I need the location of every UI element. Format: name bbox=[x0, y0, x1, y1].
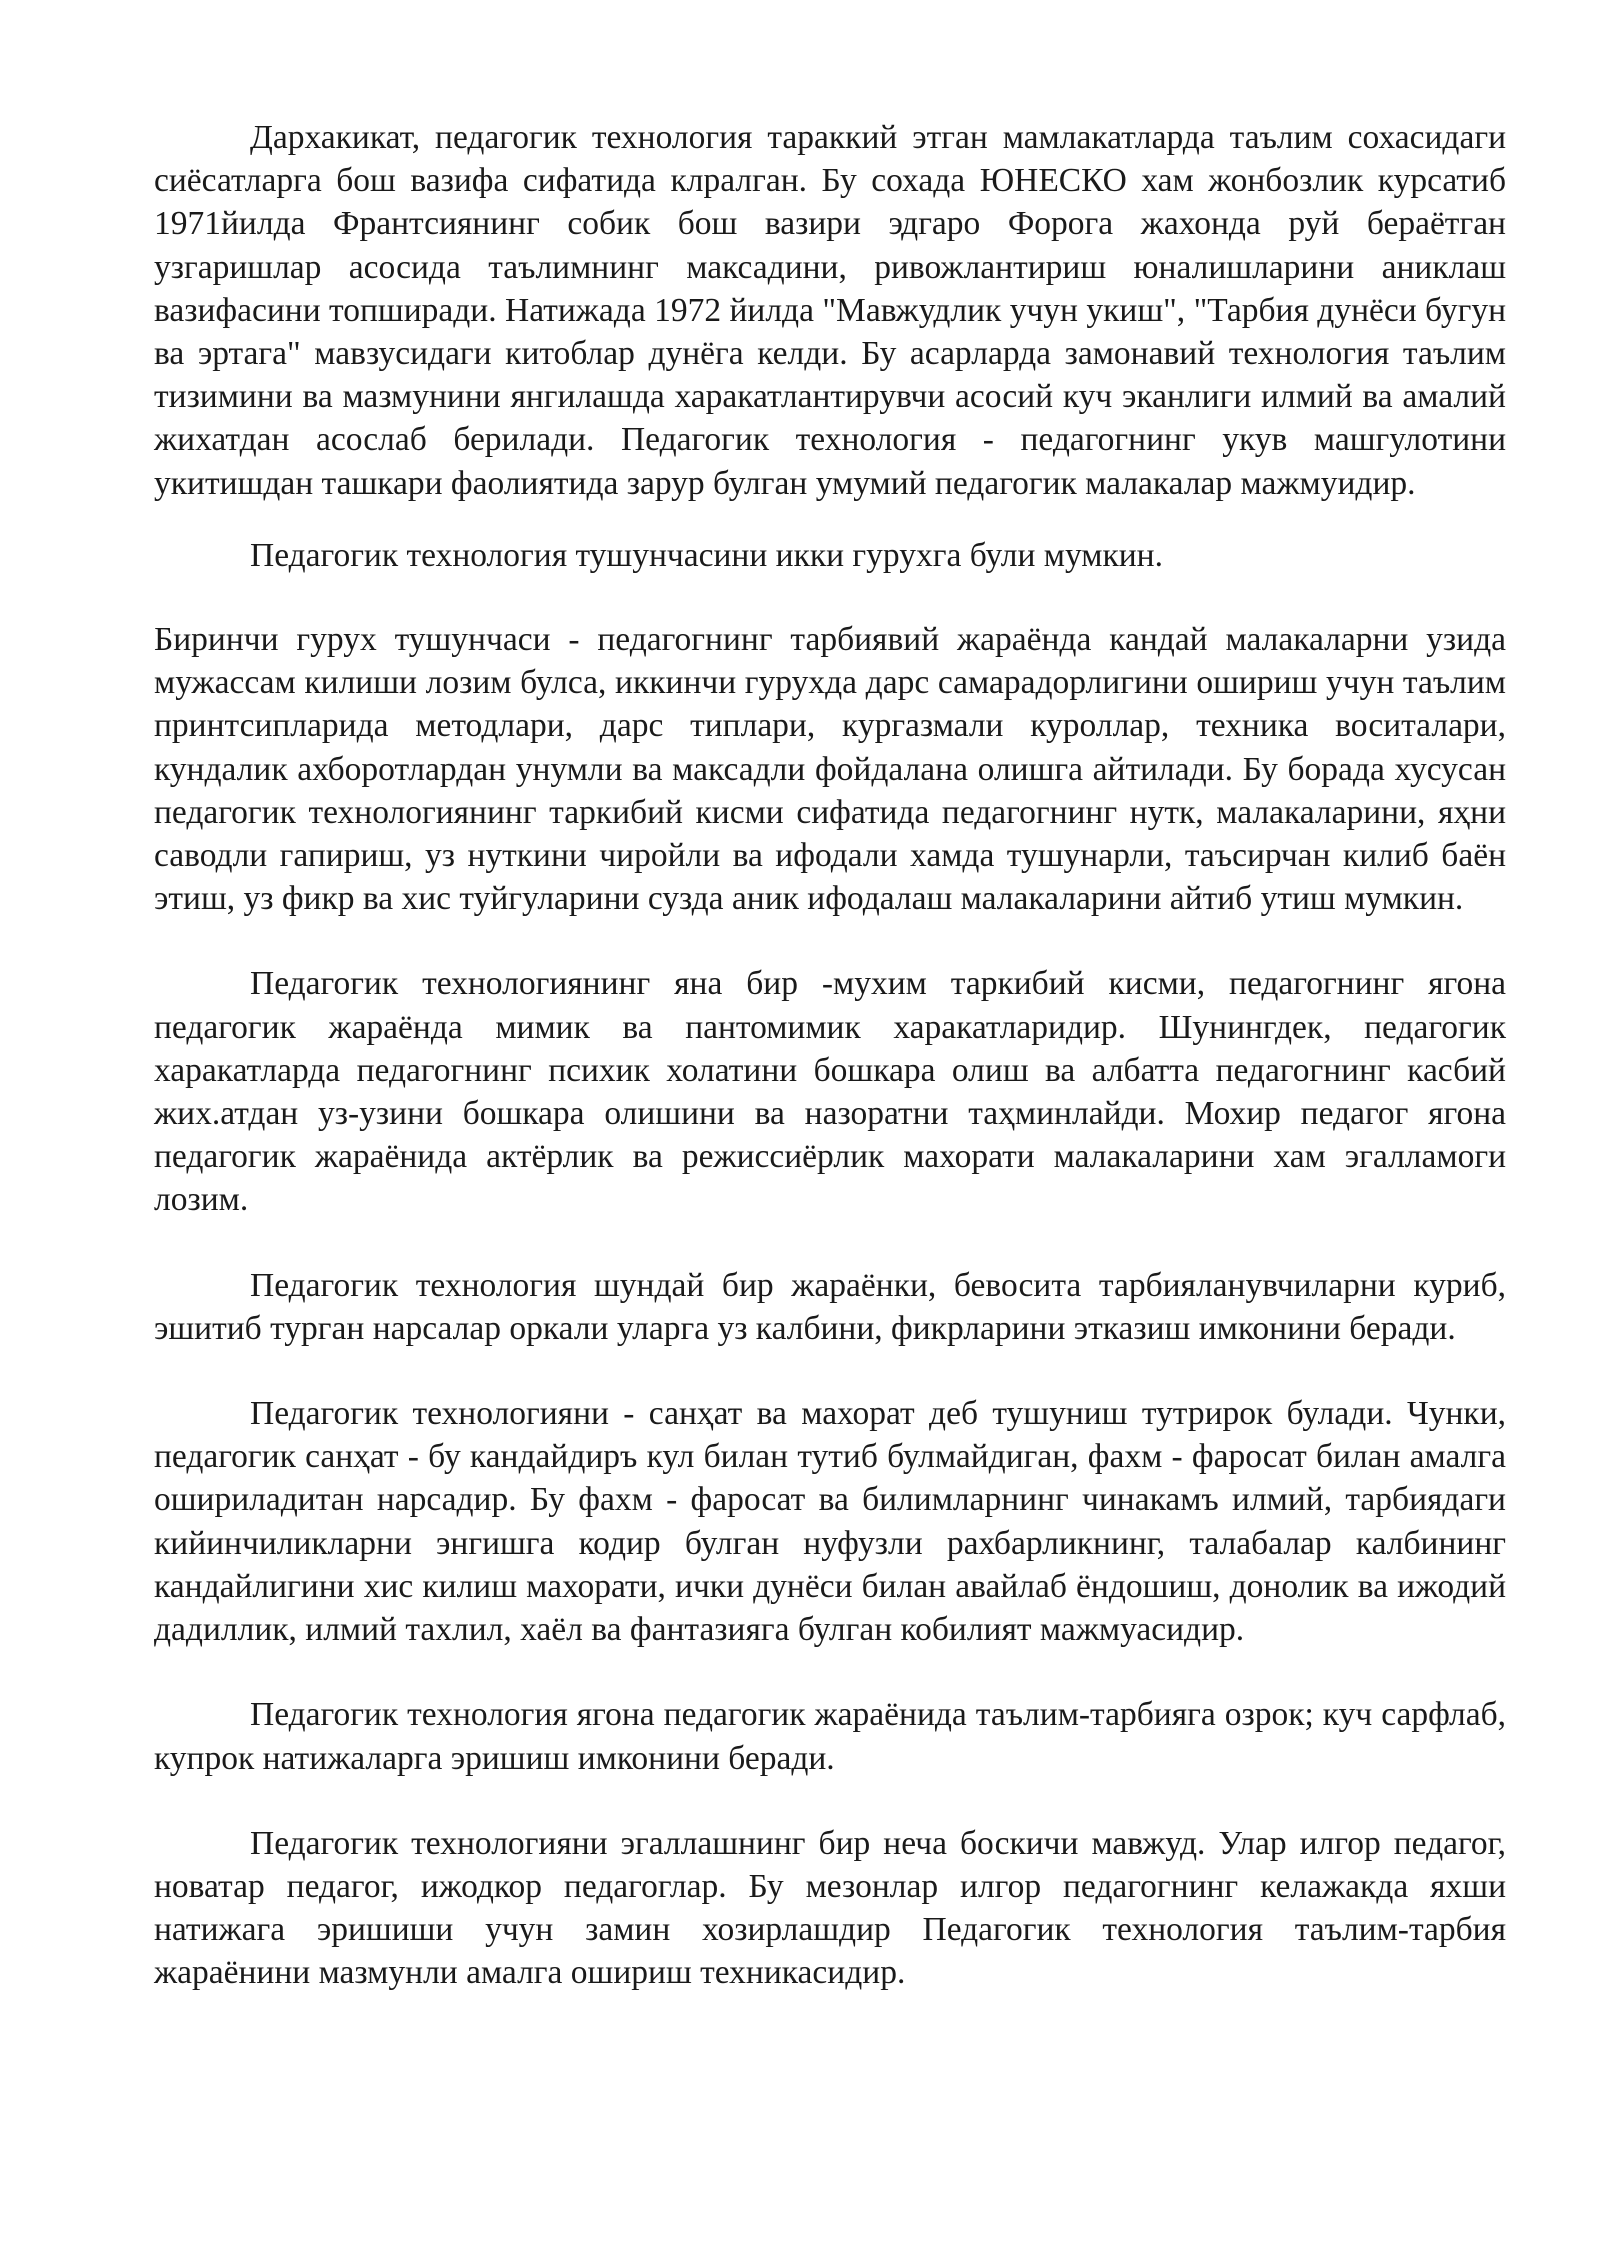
paragraph-7: Педагогик технология ягона педагогик жараёнида таълим-тарбияга озрок; куч сарфлаб, купрок натижаларга эришиш имконини беради. bbox=[154, 1696, 1506, 1777]
paragraph-4: Педагогик технологиянинг яна бир -мухим таркибий кисми, педагогнинг ягона педагогик жараёнда мимик ва пантомимик харакатларидир. Шунингдек, педагогик харакатларда педагогнинг психик холатини бошкара олиш ва албатта педагогнинг касбий жих.атдан уз-узини бошкара олишини ва назоратни таҳминлайди. Мохир педагог ягона педагогик жараёнида актёрлик ва режиссиёрлик махорати малакаларини хам эгалламоги лозим. bbox=[154, 965, 1506, 1219]
paragraph-3: Биринчи гурух тушунчаси - педагогнинг тарбиявий жараёнда кандай малакаларни узида мужассам килиши лозим булса, иккинчи гурухда дарс самарадорлигини ошириш учун таълим принтсипларида методлари, дарс типлари, кургазмали куроллар, техника воситалари, кундалик ахборотлардан унумли ва максадли фойдалана олишга айтилади. Бу борада хусусан педагогик технологиянинг таркибий кисми сифатида педагогнинг нутк, малакаларини, яҳни саводли гапириш, уз нуткини чиройли ва ифодали хамда тушунарли, таъсирчан килиб баён этиш, уз фикр ва хис туйгуларини сузда аник ифодалаш малакаларини айтиб утиш мумкин. bbox=[154, 621, 1506, 918]
paragraph-8: Педагогик технологияни эгаллашнинг бир неча боскичи мавжуд. Улар илгор педагог, новатар педагог, ижодкор педагоглар. Бу мезонлар илгор педагогнинг келажакда яхши натижага эришиши учун замин хозирлашдир Педагогик технология таълим-тарбия жараёнини мазмунли амалга ошириш техникасидир. bbox=[154, 1824, 1506, 1992]
document-body bbox=[154, 116, 1506, 1995]
paragraph-2: Педагогик технология тушунчасини икки гурухга були мумкин. bbox=[250, 536, 1163, 574]
paragraph-5: Педагогик технология шундай бир жараёнки, бевосита тарбияланувчиларни куриб, эшитиб турган нарсалар оркали уларга уз калбини, фикрларини этказиш имконини беради. bbox=[154, 1266, 1506, 1347]
paragraph-6: Педагогик технологияни - санҳат ва махорат деб тушуниш тутрирок булади. Чунки, педагогик санҳат - бу кандайдиръ кул билан тутиб булмайдиган, фахм - фаросат билан амалга ошириладитан нарсадир. Бу фахм - фаросат ва билимларнинг чинакамъ илмий, тарбиядаги кийинчиликларни энгишга кодир булган нуфузли рахбарликнинг, талабалар калбининг кандайлигини хис килиш махорати, ички дунёси билан авайлаб ёндошиш, донолик ва ижодий дадиллик, илмий тахлил, хаёл ва фантазияга булган кобилият мажмуасидир. bbox=[154, 1395, 1506, 1649]
paragraph-1: Дархакикат, педагогик технология тараккий этган мамлакатларда таълим сохасидаги сиёсатларга бош вазифа сифатида клралган. Бу сохада ЮНЕСКО хам жонбозлик курсатиб 1971йилда Франтсиянинг собик бош вазири эдгаро Форога жахонда руй бераётган узгаришлар асосида таълимнинг максадини, ривожлантириш юналишларини аниклаш вазифасини топширади. Натижада 1972 йилда "Мавжудлик учун укиш", "Тарбия дунёси бугун ва эртага" мавзусидаги китоблар дунёга келди. Бу асарларда замонавий технология таълим тизимини ва мазмунини янгилашда харакатлантирувчи асосий куч эканлиги илмий ва амалий жихатдан асослаб берилади. Педагогик технология - педагогнинг укув машгулотини укитишдан ташкари фаолиятида зарур булган умумий педагогик малакалар мажмуидир. bbox=[154, 119, 1506, 502]
